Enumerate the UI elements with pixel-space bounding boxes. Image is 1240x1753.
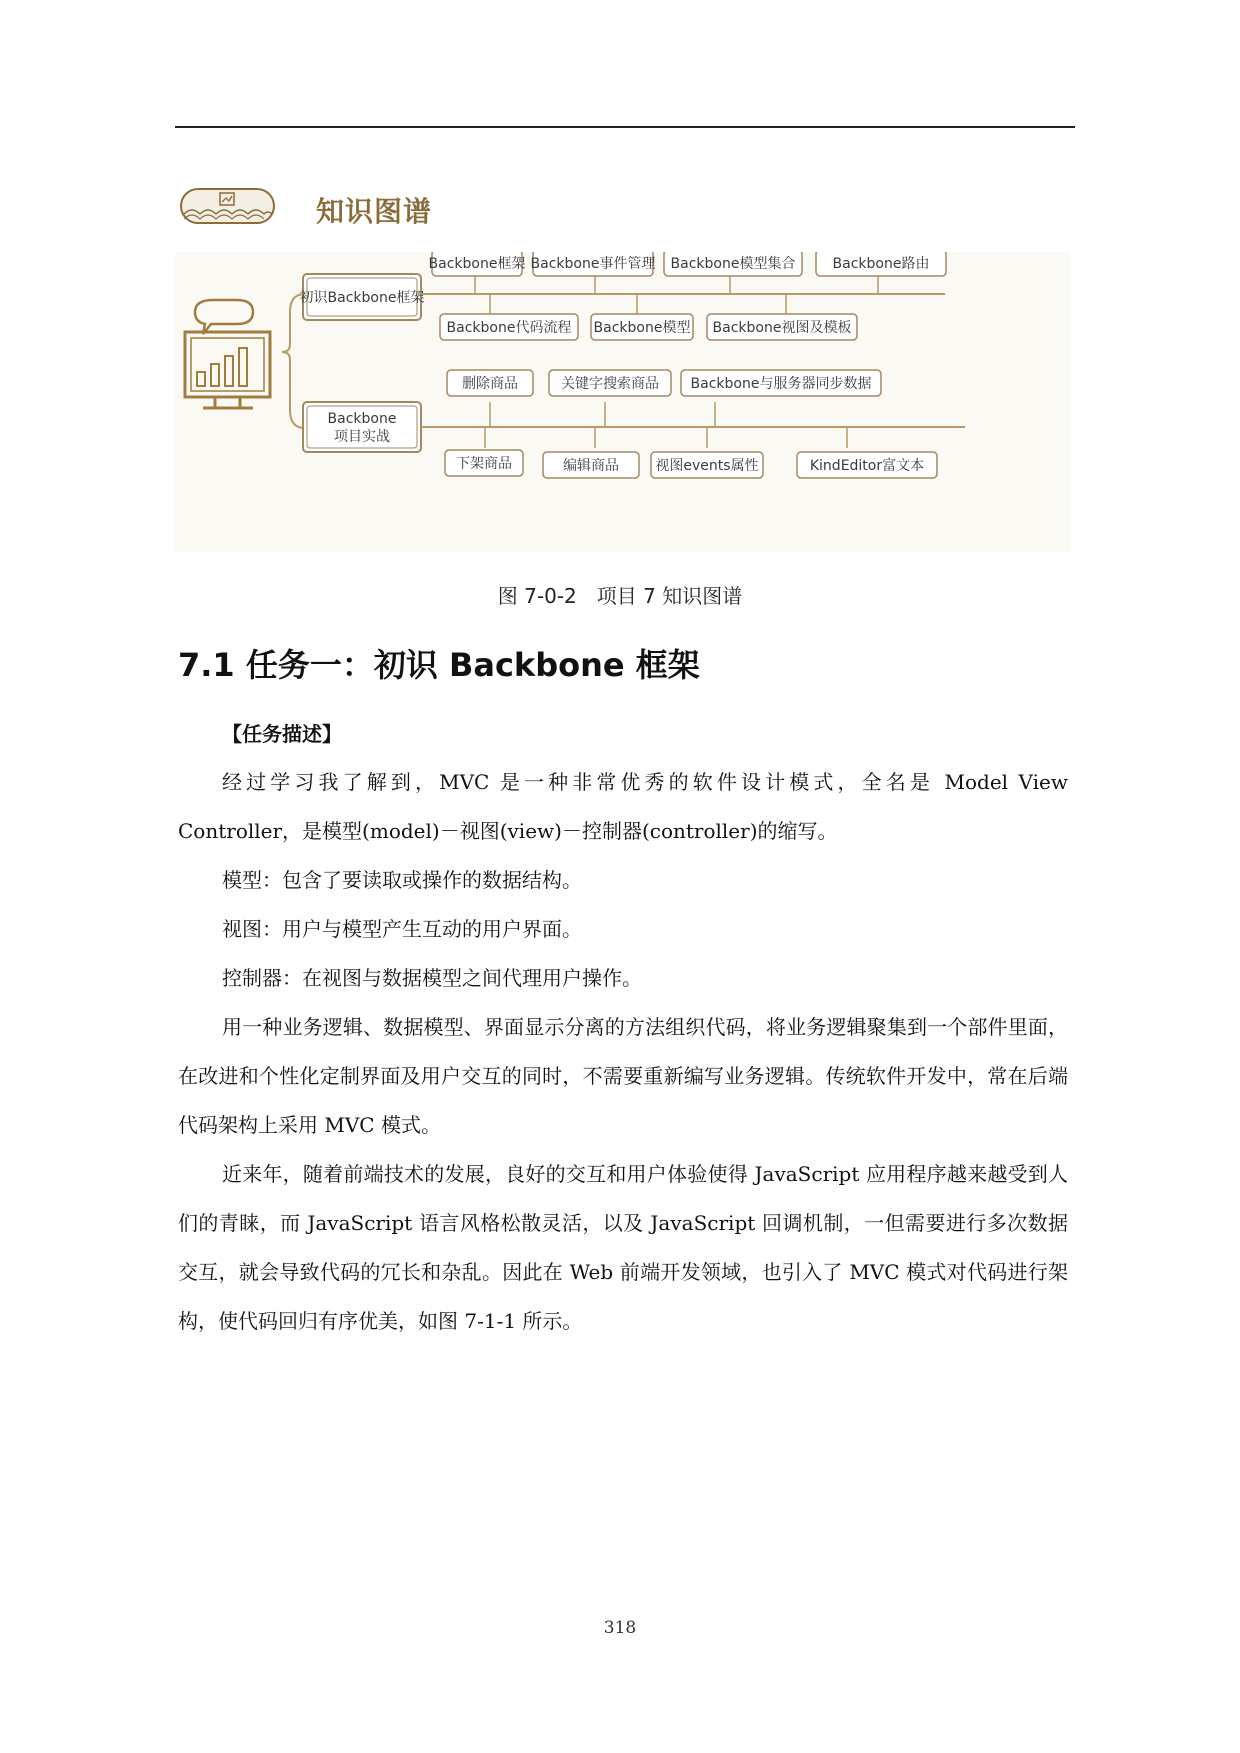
branch1-label: 初识Backbone框架: [299, 290, 425, 306]
map-node: 编辑商品: [563, 458, 619, 474]
map-node: Backbone框架: [428, 256, 526, 272]
knowledge-map: [175, 252, 1070, 552]
paragraph-controller: 控制器：在视图与数据模型之间代理用户操作。: [222, 966, 642, 990]
section-heading: 7.1 任务一：初识 Backbone 框架: [178, 646, 700, 684]
header-rule: [175, 126, 1075, 128]
paragraph-view: 视图：用户与模型产生互动的用户界面。: [222, 917, 582, 941]
map-node: 关键字搜索商品: [561, 376, 659, 392]
branch2-label-line2: 项目实战: [334, 429, 390, 445]
figure-caption: 图 7-0-2 项目 7 知识图谱: [497, 584, 743, 608]
map-node: Backbone路由: [832, 256, 930, 272]
map-node: Backbone视图及模板: [712, 320, 852, 336]
section-title: 知识图谱: [316, 195, 433, 228]
paragraph-mvc-intro: 经过学习我了解到，MVC 是一种非常优秀的软件设计模式，全名是 Model View Controller，是模型(model)－视图(view)－控制器(controller)的缩写。: [178, 770, 1068, 843]
map-node: 删除商品: [462, 376, 518, 392]
map-node: Backbone事件管理: [530, 256, 656, 272]
paragraph-separation: 用一种业务逻辑、数据模型、界面显示分离的方法组织代码，将业务逻辑聚集到一个部件里面，在改进和个性化定制界面及用户交互的同时，不需要重新编写业务逻辑。传统软件开发中，常在后端代码架构上采用 MVC 模式。: [178, 1015, 1068, 1137]
branch2-label-line1: Backbone: [327, 411, 397, 427]
map-node: Backbone模型: [593, 320, 691, 336]
map-node: Backbone代码流程: [446, 320, 572, 336]
map-node: 下架商品: [456, 456, 512, 472]
map-node: Backbone与服务器同步数据: [690, 376, 872, 392]
section-badge-icon: [180, 188, 275, 224]
task-description-label: 【任务描述】: [222, 722, 342, 746]
map-node: 视图events属性: [655, 458, 759, 474]
map-node: KindEditor富文本: [809, 458, 925, 474]
paragraph-model: 模型：包含了要读取或操作的数据结构。: [222, 868, 582, 892]
page-number: 318: [603, 1618, 637, 1638]
map-node: Backbone模型集合: [670, 256, 796, 272]
paragraph-frontend: 近来年，随着前端技术的发展，良好的交互和用户体验使得 JavaScript 应用程序越来越受到人们的青睐，而 JavaScript 语言风格松散灵活，以及 JavaScript 回调机制，一但需要进行多次数据交互，就会导致代码的冗长和杂乱。因此在 Web 前端开发领域，也引入了 MVC 模式对代码进行架构，使代码回归有序优美，如图 7-1-1 所示。: [178, 1162, 1068, 1333]
